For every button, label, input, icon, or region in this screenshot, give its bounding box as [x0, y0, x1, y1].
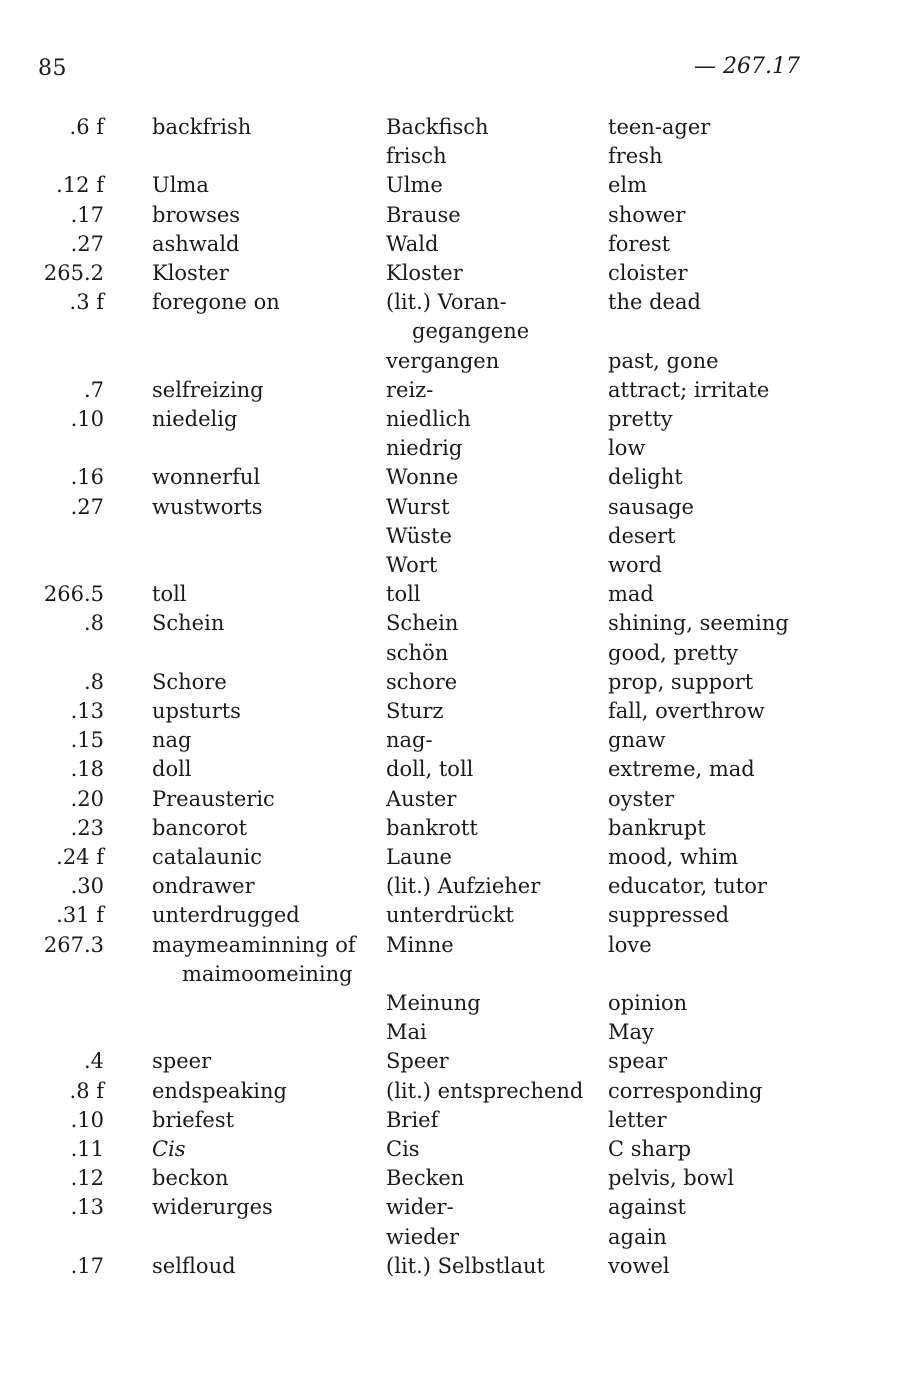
entry-english-gloss: mad [608, 582, 654, 607]
entry-reference: .4 [83, 1049, 104, 1074]
entry-source-word: beckon [152, 1166, 229, 1191]
page-number: 85 [38, 56, 67, 81]
entry-english-gloss: oyster [608, 786, 675, 811]
entry-reference: .6 f [69, 115, 104, 139]
entry-german-word: Wort [386, 553, 438, 577]
entry-english-gloss: bankrupt [608, 815, 706, 840]
entry-german-word: (lit.) Voran- [386, 290, 507, 315]
entry-german-word: niedrig [386, 436, 463, 461]
entry-english-gloss: against [608, 1195, 686, 1220]
entry-english-gloss: prop, support [608, 669, 754, 694]
entry-german-word: Becken [386, 1166, 465, 1191]
glossary-row [0, 755, 899, 784]
entry-english-gloss: sausage [608, 494, 694, 519]
entry-source-word: nag [152, 728, 192, 753]
entry-german-word: Wonne [386, 465, 459, 490]
entry-reference: .23 [70, 815, 104, 840]
entry-english-gloss: teen-ager [608, 115, 711, 139]
entry-source-word: selfloud [152, 1253, 236, 1278]
entry-english-gloss: good, pretty [608, 640, 739, 665]
entry-reference: .17 [70, 1253, 104, 1278]
entry-english-gloss: shining, seeming [608, 611, 789, 636]
entry-source-word: Cis [152, 1137, 186, 1161]
entry-english-gloss: spear [608, 1049, 668, 1074]
glossary-row [0, 551, 899, 580]
entry-reference: .12 f [56, 173, 104, 198]
glossary-row [0, 522, 899, 551]
glossary-row [0, 785, 899, 814]
glossary-row [0, 463, 899, 492]
glossary-row [0, 259, 899, 288]
entry-english-gloss: shower [608, 202, 686, 227]
entry-german-word: Auster [386, 786, 457, 811]
entry-reference: .17 [70, 202, 104, 227]
entry-source-word: backfrish [152, 115, 252, 139]
glossary-row [0, 609, 899, 638]
entry-english-gloss: opinion [608, 991, 688, 1015]
entry-english-gloss: vowel [608, 1253, 670, 1278]
entry-reference: .27 [70, 494, 104, 519]
entry-german-word: Kloster [386, 261, 463, 285]
entry-german-word: niedlich [386, 407, 471, 431]
glossary-row [0, 113, 899, 142]
glossary-row [0, 142, 899, 171]
glossary-row [0, 288, 899, 317]
glossary-row [0, 434, 899, 463]
entry-german-word: Ulme [386, 173, 443, 198]
entry-english-gloss: corresponding [608, 1078, 763, 1103]
entry-source-word: niedelig [152, 407, 238, 431]
glossary-row [0, 1047, 899, 1076]
entry-german-word: Laune [386, 845, 452, 869]
entry-german-word: Sturz [386, 699, 444, 723]
glossary-row [0, 376, 899, 405]
glossary-row [0, 697, 899, 726]
glossary-row [0, 1223, 899, 1252]
glossary-row [0, 1018, 899, 1047]
glossary-row [0, 639, 899, 668]
entry-english-gloss: May [608, 1020, 654, 1045]
entry-reference: 267.3 [43, 932, 104, 957]
entry-reference: .8 [83, 611, 104, 636]
entry-german-word: (lit.) Selbstlaut [386, 1253, 545, 1278]
glossary-row [0, 405, 899, 434]
entry-english-gloss: desert [608, 523, 676, 548]
running-head: — 267.17 [694, 54, 800, 79]
entry-source-word: endspeaking [152, 1078, 287, 1103]
entry-english-gloss: delight [608, 465, 683, 490]
entry-source-word: foregone on [152, 290, 280, 315]
glossary-row [0, 580, 899, 609]
glossary-row [0, 1077, 899, 1106]
glossary-row [0, 872, 899, 901]
entry-german-word: Schein [386, 611, 459, 636]
entry-german-word: gegangene [412, 319, 530, 344]
entry-source-word: bancorot [152, 815, 248, 840]
entry-source-word: catalaunic [152, 845, 263, 869]
entry-source-word: maymeaminning of [152, 932, 356, 957]
entry-reference: .11 [70, 1137, 104, 1161]
entry-reference: .8 [83, 669, 104, 694]
glossary-row [0, 493, 899, 522]
entry-reference: .27 [70, 231, 104, 256]
entry-reference: .24 f [56, 845, 104, 869]
entry-reference: .13 [70, 1195, 104, 1220]
entry-english-gloss: C sharp [608, 1137, 692, 1161]
entry-reference: .20 [70, 786, 104, 811]
entry-reference: .16 [70, 465, 104, 490]
entry-source-word: widerurges [152, 1195, 273, 1220]
entry-german-word: doll, toll [386, 757, 474, 782]
entry-german-word: schore [386, 669, 458, 694]
entry-reference: .18 [70, 757, 104, 782]
entry-source-word: maimoomeining [182, 961, 353, 986]
entry-german-word: Mai [386, 1020, 427, 1045]
entry-reference: .7 [83, 377, 104, 402]
glossary-row [0, 814, 899, 843]
entry-source-word: Kloster [152, 261, 229, 285]
entry-source-word: upsturts [152, 699, 241, 723]
entry-german-word: Wald [386, 231, 439, 256]
entry-german-word: frisch [386, 144, 447, 169]
entry-source-word: wonnerful [152, 465, 261, 490]
entry-reference: .12 [70, 1166, 104, 1191]
entry-source-word: wustworts [152, 494, 263, 519]
glossary-row [0, 317, 899, 346]
glossary-row [0, 1164, 899, 1193]
entry-german-word: Cis [386, 1137, 420, 1161]
entry-reference: .15 [70, 728, 104, 753]
entry-reference: .13 [70, 699, 104, 723]
glossary-row [0, 1106, 899, 1135]
glossary-row [0, 201, 899, 230]
entry-english-gloss: pelvis, bowl [608, 1166, 735, 1191]
entry-german-word: Meinung [386, 991, 481, 1015]
entry-german-word: (lit.) Aufzieher [386, 874, 541, 899]
entry-english-gloss: fall, overthrow [608, 699, 765, 723]
entry-english-gloss: cloister [608, 261, 688, 285]
entry-source-word: Schein [152, 611, 225, 636]
entry-english-gloss: educator, tutor [608, 874, 767, 899]
entry-english-gloss: extreme, mad [608, 757, 755, 782]
glossary-row [0, 901, 899, 930]
glossary-row [0, 347, 899, 376]
entry-english-gloss: again [608, 1224, 667, 1249]
glossary-row [0, 931, 899, 960]
entry-english-gloss: forest [608, 231, 671, 256]
entry-german-word: bankrott [386, 815, 478, 840]
entry-german-word: unterdrückt [386, 903, 514, 928]
glossary-row [0, 843, 899, 872]
entry-german-word: reiz- [386, 377, 434, 402]
entry-english-gloss: letter [608, 1107, 667, 1132]
entry-german-word: Brief [386, 1107, 439, 1132]
entry-reference: 266.5 [43, 582, 104, 607]
entry-english-gloss: word [608, 553, 663, 577]
entry-german-word: Brause [386, 202, 461, 227]
entry-german-word: toll [386, 582, 421, 607]
entry-english-gloss: elm [608, 173, 648, 198]
entry-source-word: briefest [152, 1107, 235, 1132]
entry-source-word: ashwald [152, 231, 240, 256]
entry-source-word: doll [152, 757, 192, 782]
entry-reference: .10 [70, 1107, 104, 1132]
glossary-row [0, 171, 899, 200]
entry-source-word: Preausteric [152, 786, 275, 811]
entry-reference: .30 [70, 874, 104, 899]
entry-source-word: selfreizing [152, 377, 264, 402]
entry-english-gloss: gnaw [608, 728, 666, 753]
entry-german-word: Wüste [386, 523, 452, 548]
entry-source-word: speer [152, 1049, 212, 1074]
entry-reference: 265.2 [43, 261, 104, 285]
entry-german-word: Backfisch [386, 115, 489, 139]
glossary-row [0, 960, 899, 989]
entry-english-gloss: past, gone [608, 348, 719, 373]
entry-english-gloss: mood, whim [608, 845, 739, 869]
entry-source-word: ondrawer [152, 874, 255, 899]
glossary-row [0, 1135, 899, 1164]
entry-source-word: unterdrugged [152, 903, 300, 928]
glossary-row [0, 668, 899, 697]
entry-german-word: Minne [386, 932, 454, 957]
entry-english-gloss: the dead [608, 290, 701, 315]
entry-reference: .3 f [69, 290, 104, 315]
entry-english-gloss: attract; irritate [608, 377, 770, 402]
glossary-row [0, 1252, 899, 1281]
entry-english-gloss: love [608, 932, 652, 957]
entry-german-word: (lit.) entsprechend [386, 1078, 584, 1103]
entry-german-word: Speer [386, 1049, 449, 1074]
entry-reference: .31 f [56, 903, 104, 928]
glossary-row [0, 1193, 899, 1222]
glossary-row [0, 989, 899, 1018]
entry-german-word: schön [386, 640, 449, 665]
glossary-row [0, 230, 899, 259]
entry-german-word: vergangen [386, 348, 500, 373]
entry-source-word: browses [152, 202, 241, 227]
entry-reference: .8 f [69, 1078, 104, 1103]
entry-german-word: nag- [386, 728, 433, 753]
entry-source-word: Ulma [152, 173, 209, 198]
entry-english-gloss: fresh [608, 144, 663, 169]
entry-english-gloss: low [608, 436, 646, 461]
entry-german-word: wieder [386, 1224, 460, 1249]
entry-source-word: Schore [152, 669, 227, 694]
glossary-row [0, 726, 899, 755]
entry-english-gloss: pretty [608, 407, 673, 431]
entry-reference: .10 [70, 407, 104, 431]
entry-source-word: toll [152, 582, 187, 607]
entry-german-word: Wurst [386, 494, 450, 519]
entry-english-gloss: suppressed [608, 903, 730, 928]
entry-german-word: wider- [386, 1195, 454, 1220]
